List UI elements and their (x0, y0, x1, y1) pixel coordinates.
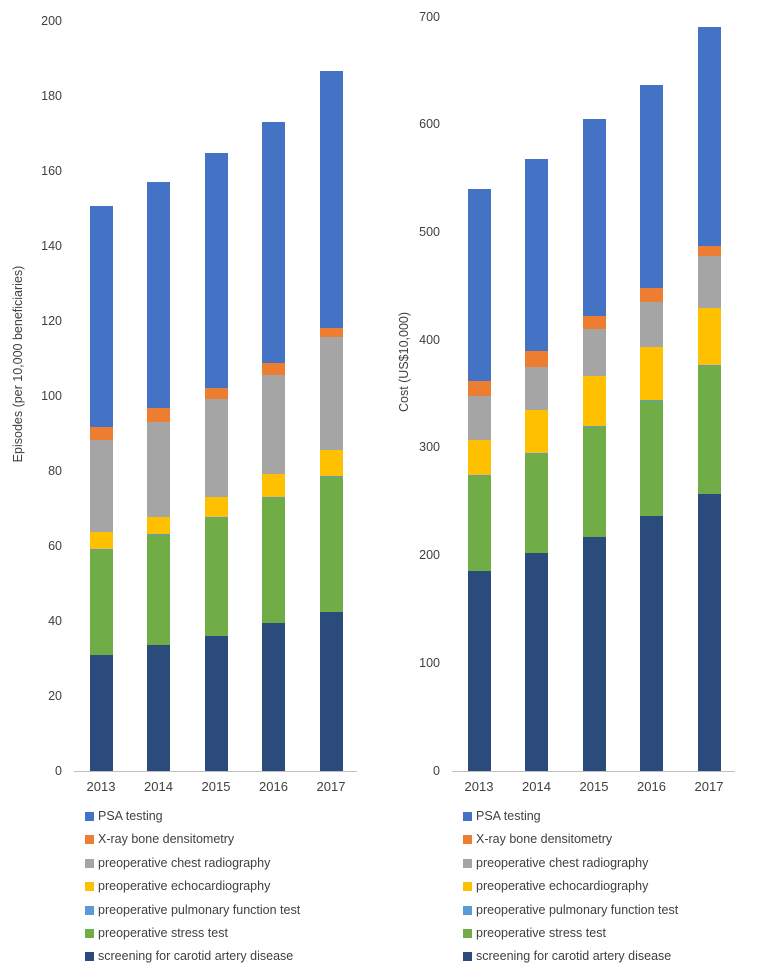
legend-label-preoperative-pulmonary-function-test: preoperative pulmonary function test (98, 902, 301, 917)
bar-segment-psa-testing-2017 (698, 27, 721, 246)
legend-label-preoperative-echocardiography: preoperative echocardiography (98, 879, 271, 894)
y-tick-180: 180 (41, 88, 62, 103)
bar-segment-preoperative-chest-radiography-2014 (525, 367, 548, 410)
y-tick-100: 100 (41, 388, 62, 403)
y-tick-120: 120 (41, 313, 62, 328)
bar-segment-preoperative-echocardiography-2015 (583, 376, 606, 426)
y-tick-600: 600 (419, 117, 440, 132)
y-tick-200: 200 (419, 548, 440, 563)
bar-segment-screening-for-carotid-artery-disease-2014 (525, 553, 548, 771)
x-label-2014: 2014 (144, 779, 173, 794)
legend-label-preoperative-pulmonary-function-test: preoperative pulmonary function test (476, 902, 679, 917)
legend-label-screening-for-carotid-artery-disease: screening for carotid artery disease (98, 949, 294, 964)
bar-segment-preoperative-stress-test-2015 (583, 426, 606, 537)
legend-swatch-preoperative-echocardiography (463, 882, 472, 891)
y-tick-0: 0 (55, 763, 62, 778)
y-tick-0: 0 (433, 763, 440, 778)
episodes-y-axis-title: Episodes (per 10,000 beneficiaries) (11, 265, 25, 463)
bar-segment-screening-for-carotid-artery-disease-2015 (583, 537, 606, 771)
bar-segment-x-ray-bone-densitometry-2013 (468, 381, 491, 396)
x-label-2014: 2014 (522, 779, 551, 794)
legend-swatch-preoperative-stress-test (463, 929, 472, 938)
legend-label-preoperative-chest-radiography: preoperative chest radiography (98, 855, 271, 870)
bar-segment-screening-for-carotid-artery-disease-2013 (468, 571, 491, 771)
bar-segment-preoperative-stress-test-2013 (468, 476, 491, 571)
legend-swatch-x-ray-bone-densitometry (463, 835, 472, 844)
x-label-2016: 2016 (259, 779, 288, 794)
legend-label-preoperative-stress-test: preoperative stress test (98, 926, 228, 940)
legend-label-x-ray-bone-densitometry: X-ray bone densitometry (476, 832, 613, 847)
legend-label-psa-testing: PSA testing (476, 809, 541, 823)
bar-segment-x-ray-bone-densitometry-2017 (698, 246, 721, 256)
y-tick-300: 300 (419, 440, 440, 455)
bar-segment-preoperative-echocardiography-2013 (468, 440, 491, 476)
x-label-2017: 2017 (316, 779, 346, 794)
bar-segment-preoperative-chest-radiography-2017 (698, 256, 721, 309)
x-label-2013: 2013 (464, 779, 494, 794)
y-tick-400: 400 (419, 332, 440, 347)
y-tick-40: 40 (48, 613, 62, 628)
y-tick-200: 200 (41, 13, 62, 28)
y-tick-20: 20 (48, 688, 62, 703)
bar-segment-preoperative-stress-test-2017 (698, 366, 721, 494)
y-tick-100: 100 (419, 655, 440, 670)
y-tick-700: 700 (419, 9, 440, 24)
legend-swatch-psa-testing (463, 812, 472, 821)
bar-segment-preoperative-stress-test-2016 (640, 400, 663, 515)
cost-y-axis-title: Cost (US$10,000) (397, 311, 411, 413)
y-tick-160: 160 (41, 163, 62, 178)
bar-segment-screening-for-carotid-artery-disease-2016 (640, 516, 663, 771)
bar-segment-preoperative-pulmonary-function-test-2013 (468, 475, 491, 476)
x-label-2015: 2015 (579, 779, 609, 794)
legend-swatch-preoperative-pulmonary-function-test (463, 906, 472, 915)
legend-label-x-ray-bone-densitometry: X-ray bone densitometry (98, 832, 235, 847)
legend-label-preoperative-chest-radiography: preoperative chest radiography (476, 855, 649, 870)
y-tick-60: 60 (48, 538, 62, 553)
x-label-2013: 2013 (86, 779, 116, 794)
bar-segment-psa-testing-2015 (583, 119, 606, 316)
legend-swatch-preoperative-chest-radiography (463, 859, 472, 868)
bar-segment-preoperative-stress-test-2014 (525, 453, 548, 553)
bar-segment-psa-testing-2014 (525, 159, 548, 352)
bar-segment-preoperative-echocardiography-2016 (640, 347, 663, 400)
legend-label-psa-testing: PSA testing (98, 809, 163, 823)
bar-segment-preoperative-pulmonary-function-test-2016 (640, 400, 663, 401)
bar-segment-x-ray-bone-densitometry-2014 (525, 351, 548, 366)
bar-segment-preoperative-chest-radiography-2016 (640, 302, 663, 347)
bar-segment-preoperative-pulmonary-function-test-2014 (525, 453, 548, 454)
x-label-2015: 2015 (201, 779, 231, 794)
legend-label-screening-for-carotid-artery-disease: screening for carotid artery disease (476, 949, 672, 964)
x-axis-line (452, 771, 735, 772)
bar-segment-preoperative-echocardiography-2014 (525, 410, 548, 453)
bar-segment-screening-for-carotid-artery-disease-2017 (698, 494, 721, 771)
bar-segment-preoperative-pulmonary-function-test-2015 (583, 426, 606, 427)
bar-segment-preoperative-chest-radiography-2013 (468, 396, 491, 440)
legend-swatch-screening-for-carotid-artery-disease (463, 952, 472, 961)
bar-segment-x-ray-bone-densitometry-2016 (640, 288, 663, 302)
legend-label-preoperative-echocardiography: preoperative echocardiography (476, 879, 649, 894)
bar-segment-x-ray-bone-densitometry-2015 (583, 316, 606, 329)
y-tick-500: 500 (419, 224, 440, 239)
y-tick-140: 140 (41, 238, 62, 253)
bar-segment-preoperative-echocardiography-2017 (698, 308, 721, 365)
y-tick-80: 80 (48, 463, 62, 478)
bar-segment-psa-testing-2013 (468, 189, 491, 381)
x-label-2016: 2016 (637, 779, 666, 794)
bar-segment-psa-testing-2016 (640, 85, 663, 288)
legend-label-preoperative-stress-test: preoperative stress test (476, 926, 606, 940)
bar-segment-preoperative-pulmonary-function-test-2017 (698, 365, 721, 366)
x-label-2017: 2017 (694, 779, 724, 794)
bar-segment-preoperative-chest-radiography-2015 (583, 329, 606, 376)
